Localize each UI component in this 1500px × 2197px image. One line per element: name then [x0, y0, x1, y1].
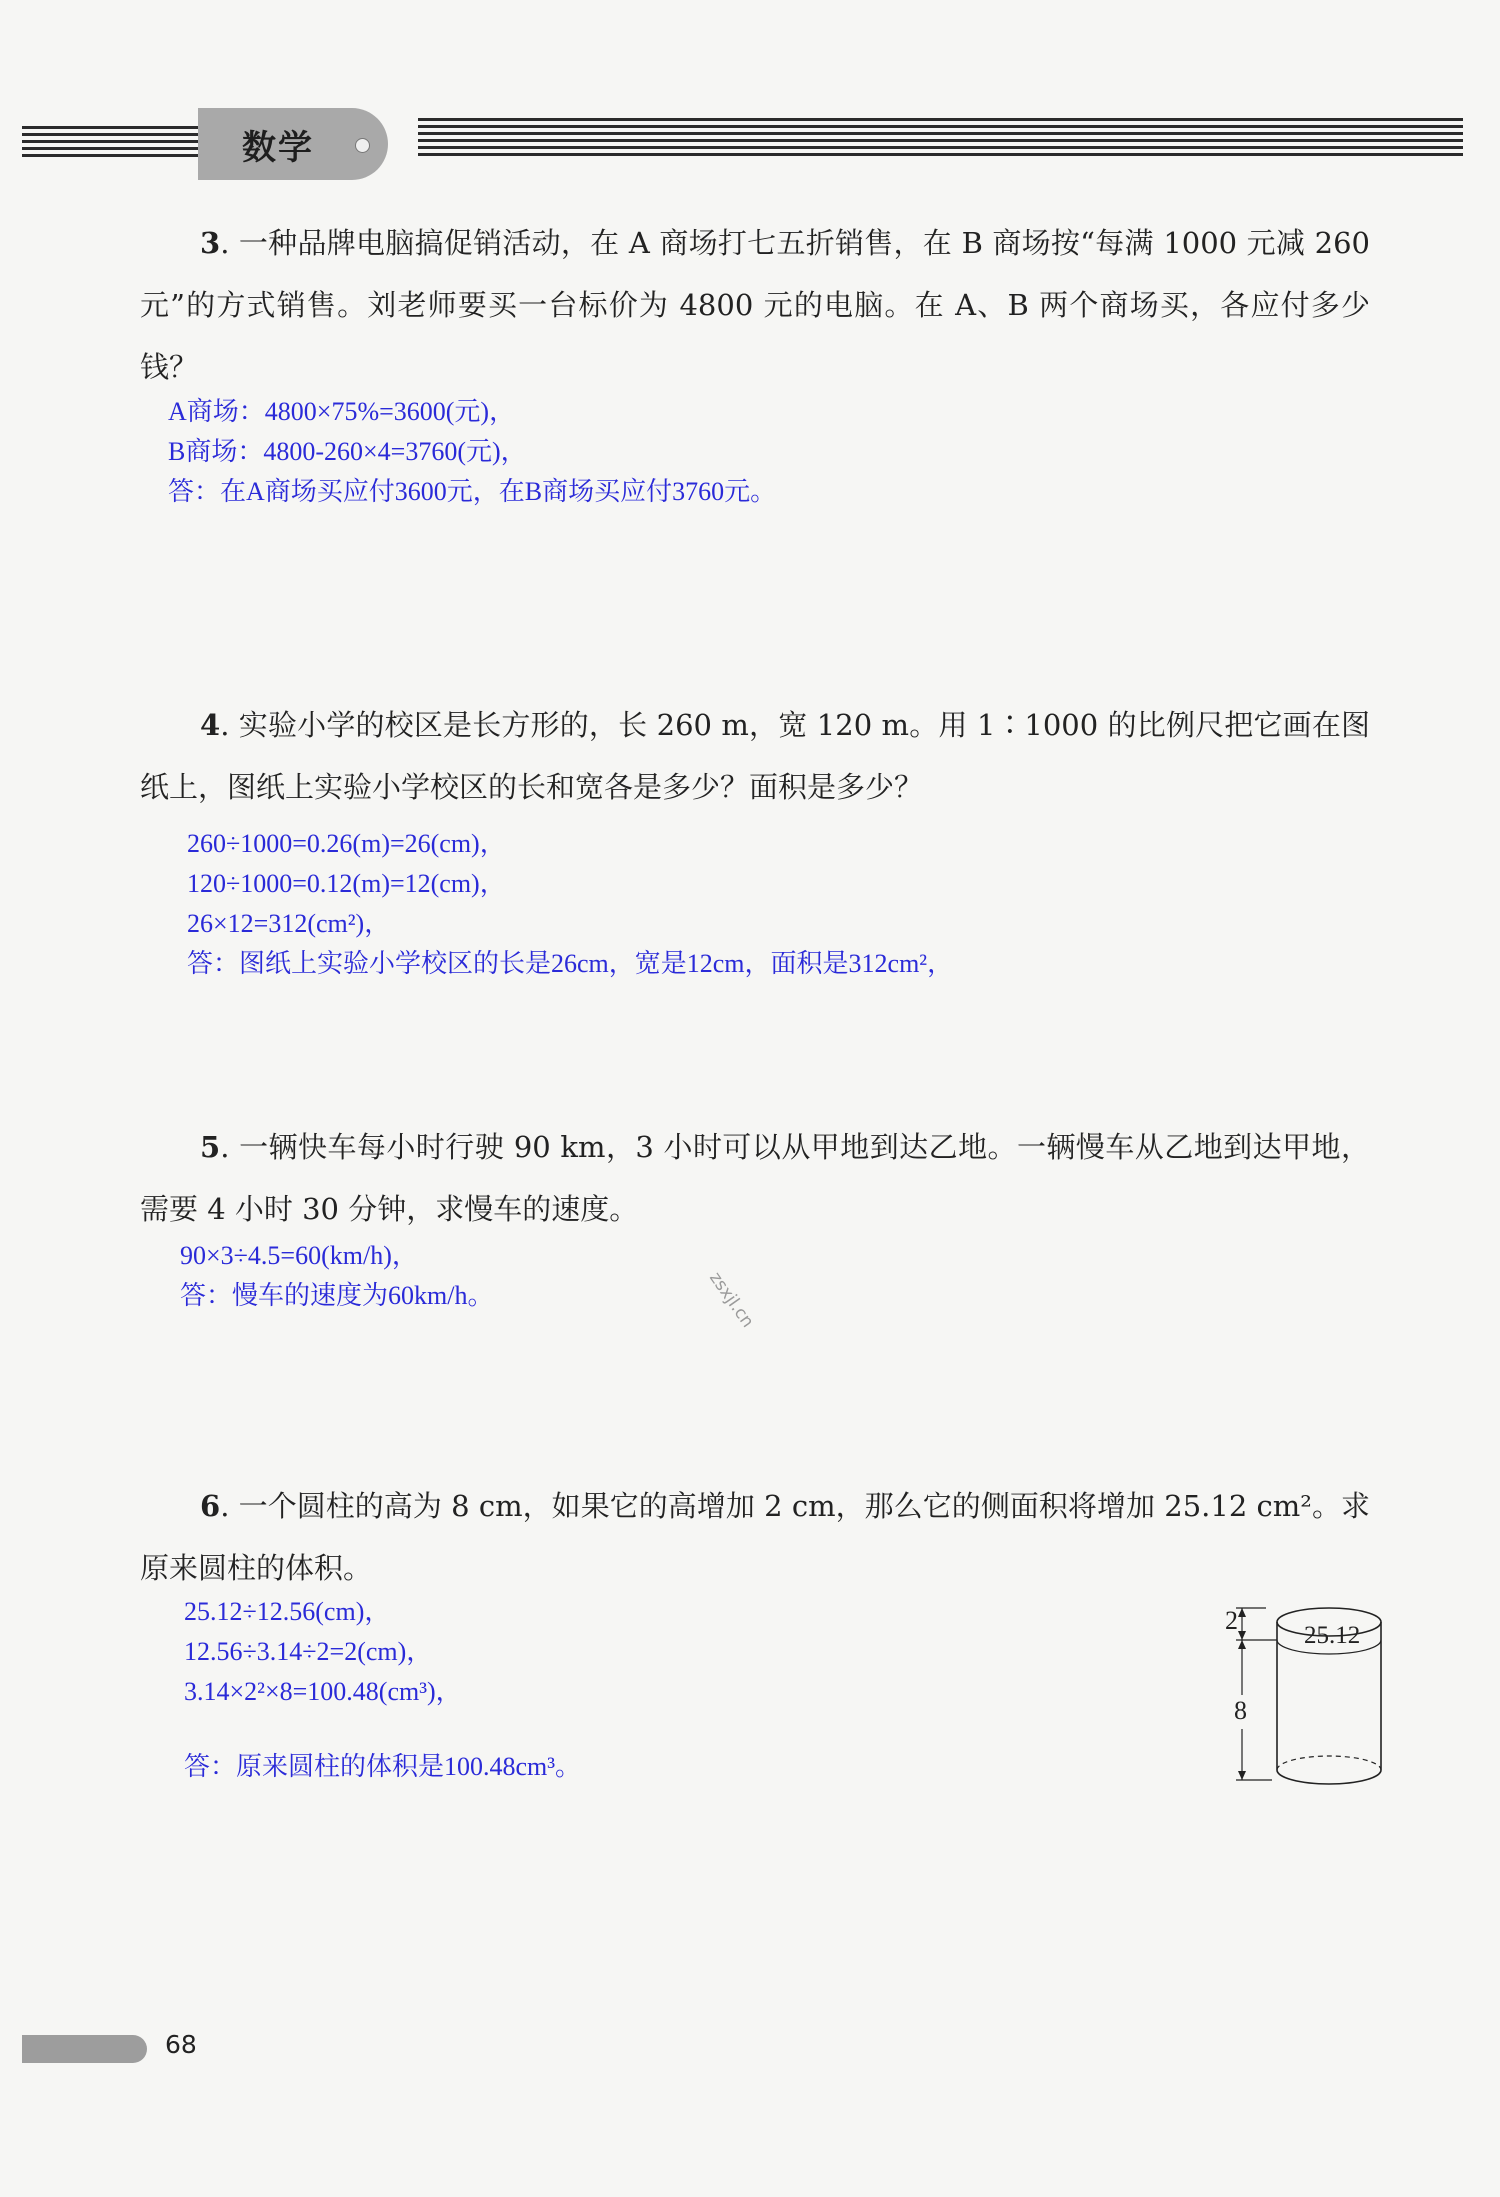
- watermark: zsxjl.cn: [705, 1268, 758, 1332]
- question-3: [140, 212, 1370, 398]
- answer-line: 3.14×2²×8=100.48(cm³)，: [184, 1677, 462, 1706]
- figure-label-area: 25.12: [1304, 1622, 1361, 1649]
- answer-line: 260÷1000=0.26(m)=26(cm)，: [187, 829, 506, 858]
- figure-label-8: 8: [1234, 1696, 1247, 1725]
- question-number: 4: [200, 708, 221, 742]
- answer-line: 答：慢车的速度为60km/h。: [180, 1281, 494, 1310]
- answer-3: [168, 392, 776, 512]
- page-number: 68: [165, 2030, 197, 2059]
- answer-line: 120÷1000=0.12(m)=12(cm)，: [187, 869, 506, 898]
- footer-bar: [22, 2035, 147, 2063]
- question-text: . 一个圆柱的高为 8 cm，如果它的高增加 2 cm，那么它的侧面积将增加 25.12 cm²。求原来圆柱的体积。: [140, 1489, 1370, 1585]
- answer-line: B商场：4800-260×4=3760(元)，: [168, 437, 527, 466]
- answer-line: 26×12=312(cm²)，: [187, 909, 391, 938]
- answer-line: 12.56÷3.14÷2=2(cm)，: [184, 1637, 433, 1666]
- answer-line: 90×3÷4.5=60(km/h)，: [180, 1241, 418, 1270]
- answer-6: [184, 1592, 462, 1712]
- figure-label-2: 2: [1225, 1606, 1238, 1635]
- question-text: . 一辆快车每小时行驶 90 km，3 小时可以从甲地到达乙地。一辆慢车从乙地到达甲地，需要 4 小时 30 分钟，求慢车的速度。: [140, 1130, 1370, 1226]
- question-text: . 一种品牌电脑搞促销活动，在 A 商场打七五折销售，在 B 商场按“每满 1000 元减 260 元”的方式销售。刘老师要买一台标价为 4800 元的电脑。在 A、B 两个商场买，各应付多少钱？: [140, 226, 1370, 384]
- answer-line: A商场：4800×75%=3600(元)，: [168, 397, 516, 426]
- question-5: [140, 1116, 1370, 1240]
- answer-line: 25.12÷12.56(cm)，: [184, 1597, 391, 1626]
- header-rule-left: [22, 126, 202, 164]
- header-rule-right: [418, 118, 1463, 156]
- question-text: . 实验小学的校区是长方形的，长 260 m，宽 120 m。用 1∶1000 的比例尺把它画在图纸上，图纸上实验小学校区的长和宽各是多少？面积是多少？: [140, 708, 1370, 804]
- tab-hole-icon: [355, 138, 370, 153]
- answer-line: 答：原来圆柱的体积是100.48cm³。: [184, 1752, 582, 1781]
- question-number: 3: [200, 226, 221, 260]
- answer-line: 答：图纸上实验小学校区的长是26cm，宽是12cm，面积是312cm²，: [187, 949, 954, 978]
- subject-title: 数学: [242, 127, 314, 168]
- question-4: [140, 694, 1370, 818]
- question-number: 6: [200, 1489, 221, 1523]
- cylinder-figure: [1222, 1600, 1392, 1800]
- answer-6-final: [184, 1747, 581, 1787]
- question-6: [140, 1475, 1370, 1599]
- answer-5: [180, 1236, 493, 1316]
- answer-line: 答：在A商场买应付3600元，在B商场买应付3760元。: [168, 477, 777, 506]
- question-number: 5: [200, 1130, 221, 1164]
- subject-tab: [198, 108, 388, 180]
- answer-4: [187, 824, 953, 984]
